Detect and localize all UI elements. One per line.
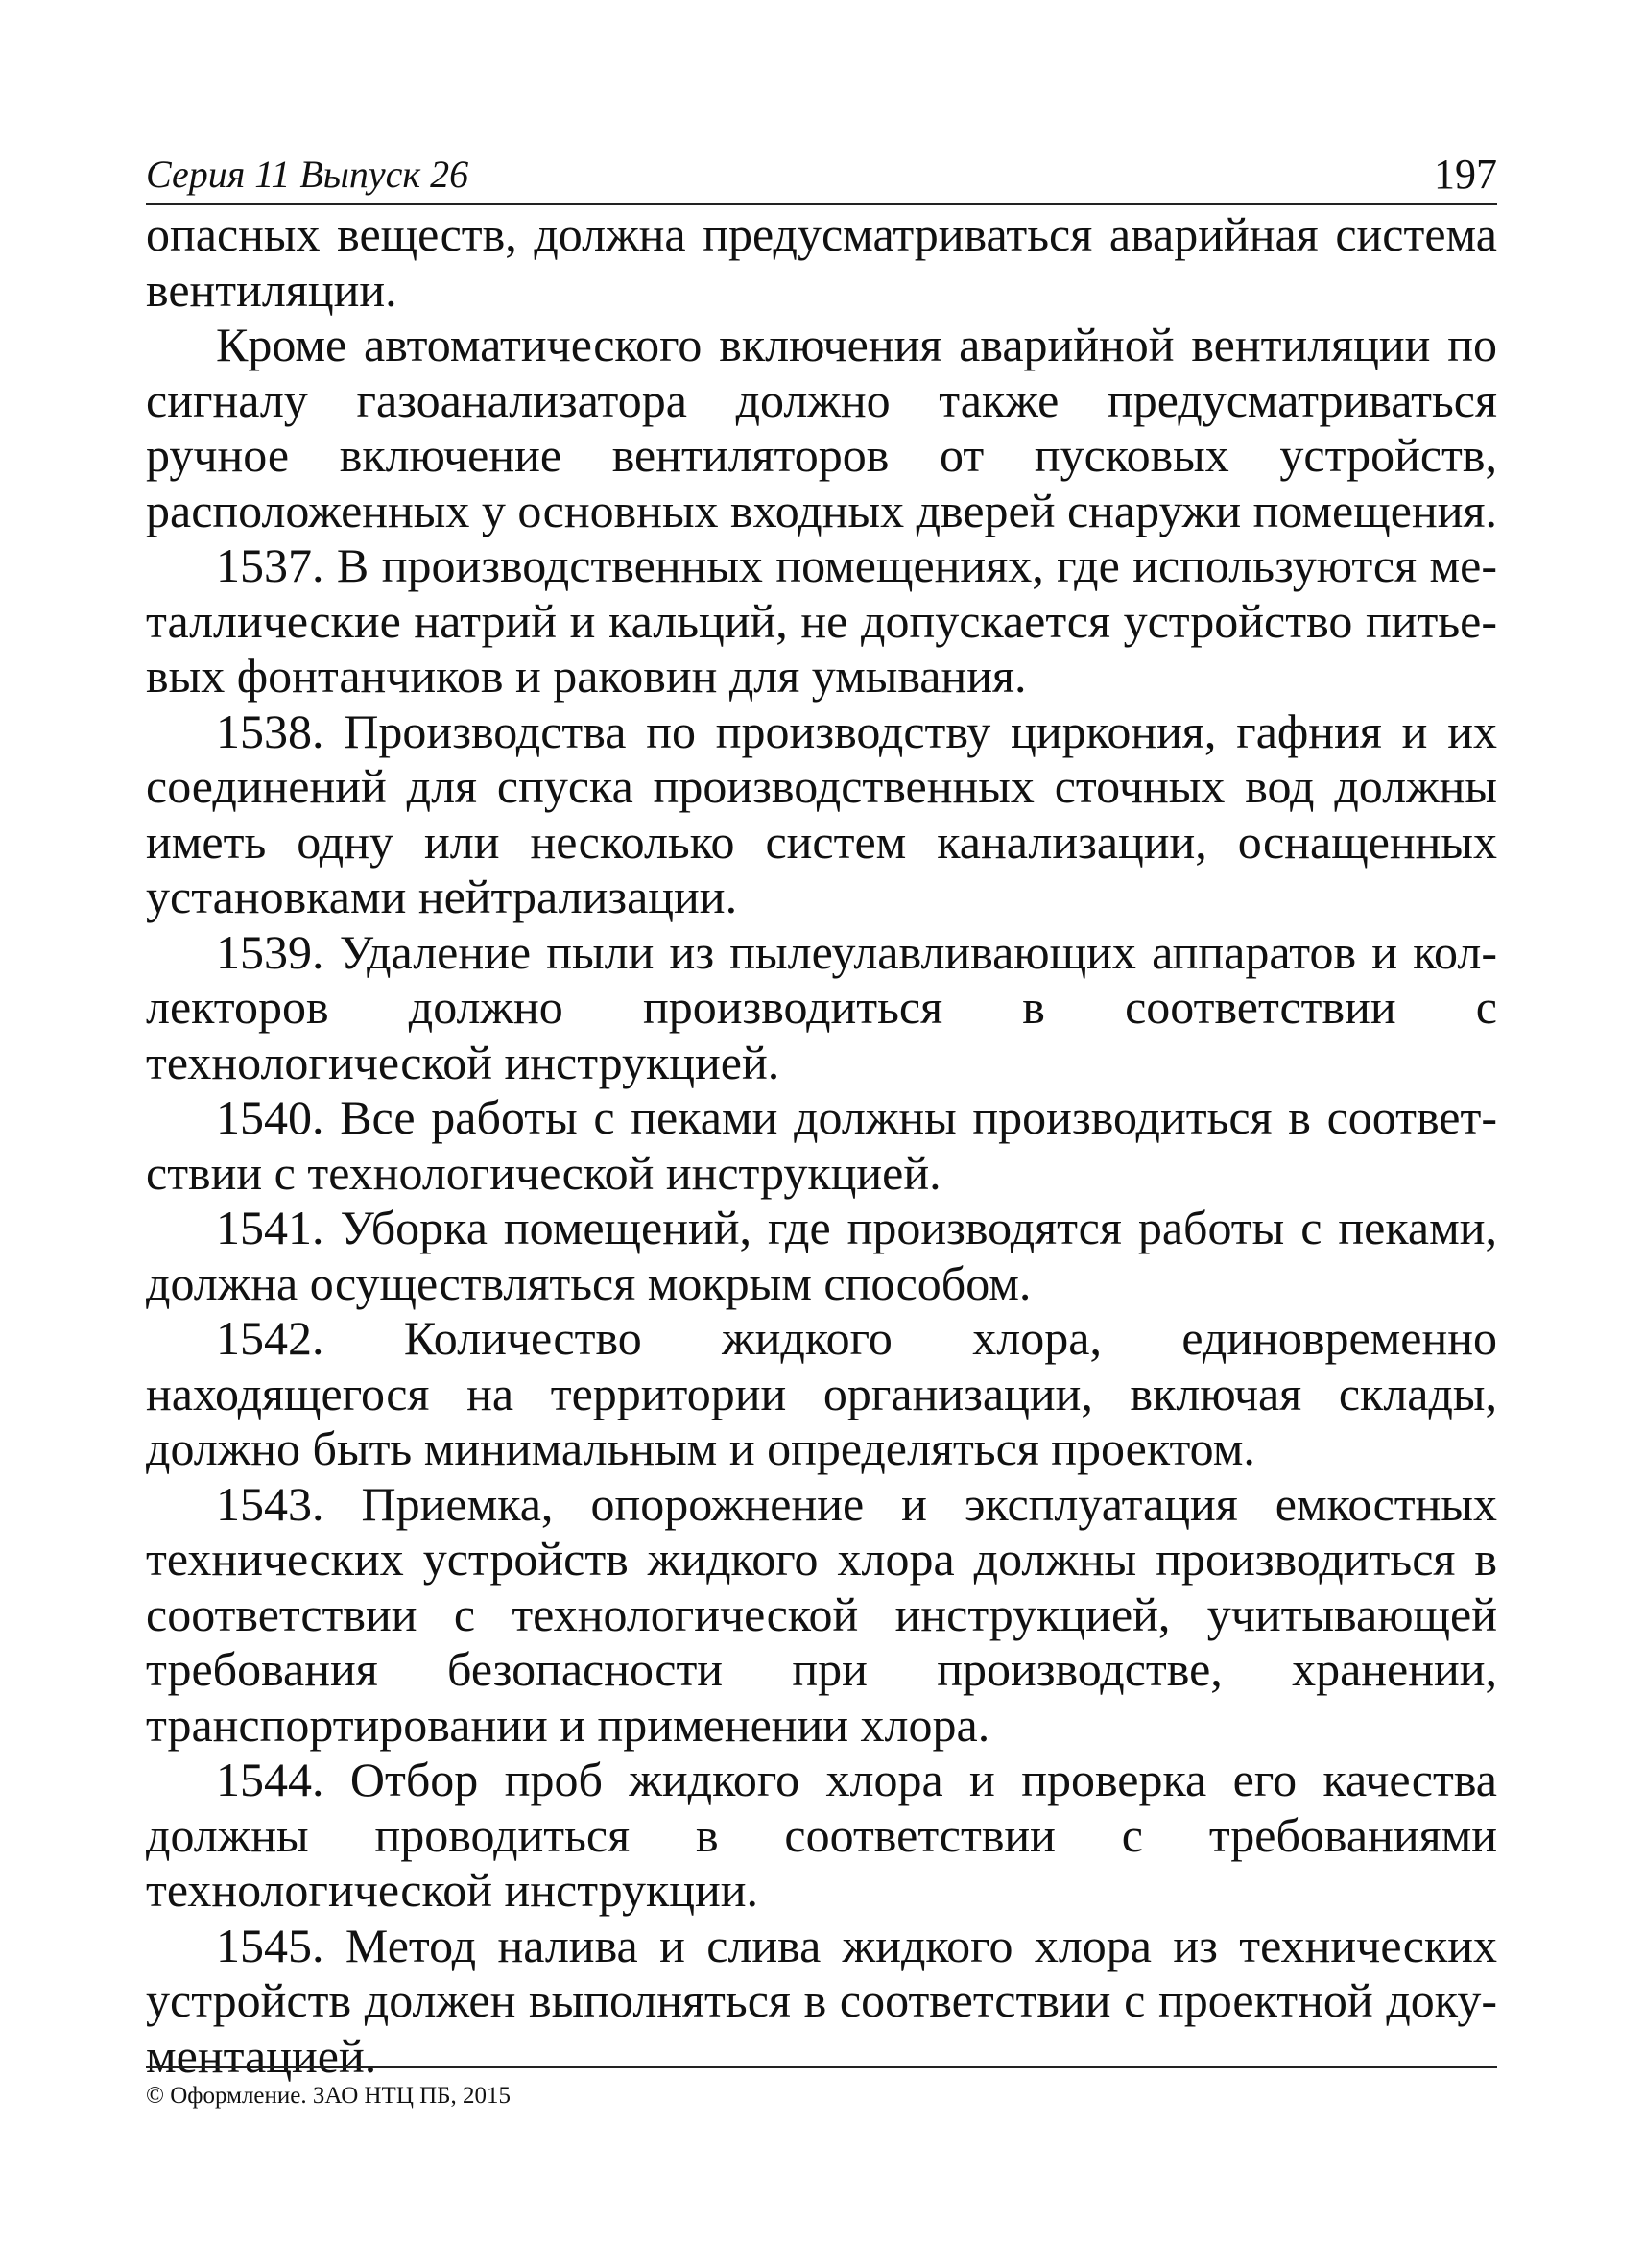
paragraph-1540: 1540. Все работы с пеками должны производиться в соответствии с технологической инструкцией. xyxy=(146,1090,1497,1200)
paragraph-1539: 1539. Удаление пыли из пылеулавливающих аппаратов и коллекторов должно производиться в соответствии с технологической инструкцией. xyxy=(146,924,1497,1089)
paragraph: Кроме автоматического включения аварийной вентиляции по сигналу газоанализатора должно также предусматриваться ручное включение вентиляторов от пусковых устройств, расположенных у основных входных дверей снаружи помещения. xyxy=(146,318,1497,537)
paragraph-1545: 1545. Метод налива и слива жидкого хлора из технических устройств должен выполняться в соответствии с проектной документацией. xyxy=(146,1918,1497,2083)
paragraph-1538: 1538. Производства по производству циркония, гафния и их соединений для спуска производственных сточных вод должны иметь одну или несколько систем канализации, оснащенных установками нейтрализации. xyxy=(146,704,1497,923)
paragraph-1542: 1542. Количество жидкого хлора, единовременно находящегося на территории организации, включая склады, должно быть минимальным и определяться проектом. xyxy=(146,1311,1497,1475)
paragraph-1543: 1543. Приемка, опорожнение и эксплуатация емкостных технических устройств жидкого хлора должны производиться в соответствии с технологической инструкцией, учитывающей требования безопасности при производстве, хранении, транспортировании и применении хлора. xyxy=(146,1476,1497,1752)
paragraph-1544: 1544. Отбор проб жидкого хлора и проверка его качества должны проводиться в соответствии с требованиями технологической инструкции. xyxy=(146,1753,1497,1917)
document-page xyxy=(146,144,1497,2160)
paragraph-1541: 1541. Уборка помещений, где производятся работы с пеками, должна осуществляться мокрым способом. xyxy=(146,1201,1497,1310)
page-footer xyxy=(146,2066,1497,2111)
page-number: 197 xyxy=(1434,151,1497,198)
copyright-notice: © Оформление. ЗАО НТЦ ПБ, 2015 xyxy=(146,2083,512,2109)
series-title: Серия 11 Выпуск 26 xyxy=(146,153,469,196)
running-header xyxy=(146,144,1497,205)
body-text xyxy=(146,207,1497,2084)
paragraph-1537: 1537. В производственных помещениях, где используются металлические натрий и кальций, не допускается устройство питьевых фонтанчиков и раковин для умывания. xyxy=(146,538,1497,703)
paragraph-continuation: опасных веществ, должна предусматриваться аварийная система вентиляции. xyxy=(146,207,1497,317)
